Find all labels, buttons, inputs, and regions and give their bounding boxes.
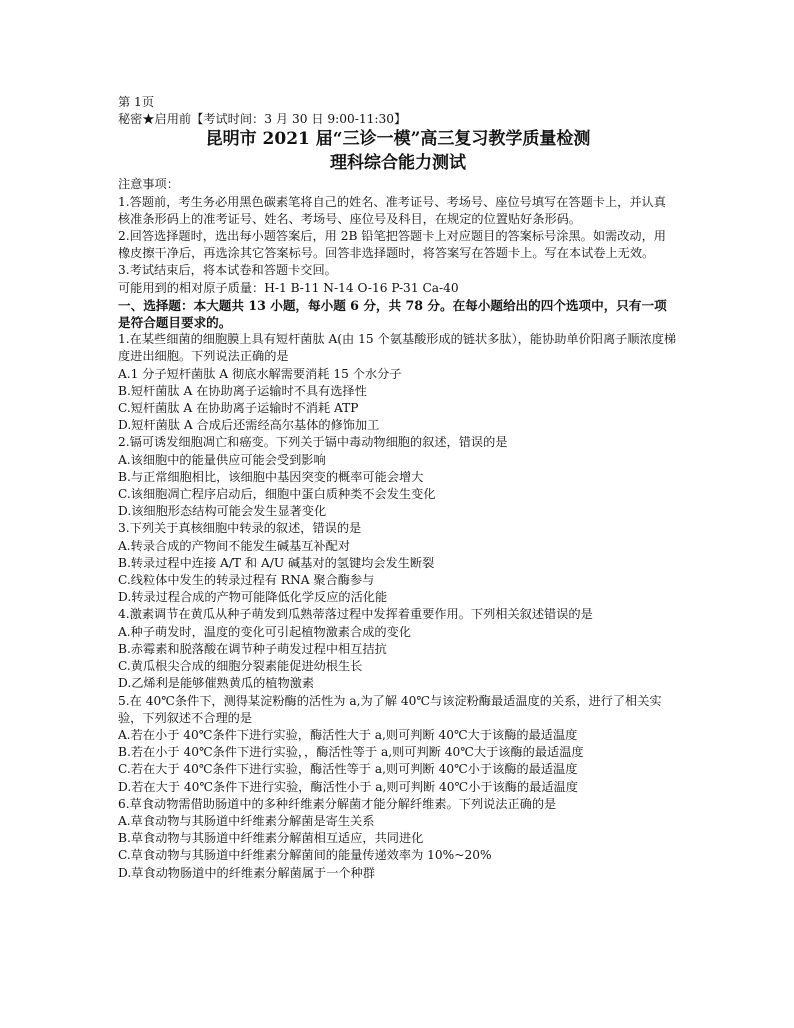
option-b: B.若在小于 40℃条件下进行实验，，酶活性等于 a,则可判断 40℃大于该酶的最适温度 <box>118 745 584 760</box>
question-1 <box>118 331 678 434</box>
question-stem: 5.在 40℃条件下，测得某淀粉酶的活性为 a,为了解 40℃与该淀粉酶最适温度的关系，进行了相关实验，下列叙述不合理的是 <box>118 693 662 725</box>
question-stem: 3.下列关于真核细胞中转录的叙述，错误的是 <box>118 521 362 536</box>
option-c: C.黄瓜根尖合成的细胞分裂素能促进幼根生长 <box>118 659 363 674</box>
section-heading: 一、选择题：本大题共 13 小题，每小题 6 分，共 78 分。在每小题给出的四个选项中，只有一项是符合题目要求的。 <box>118 297 667 331</box>
option-b: B.赤霉素和脱落酸在调节种子萌发过程中相互拮抗 <box>118 641 387 656</box>
option-c: C.该细胞凋亡程序启动后，细胞中蛋白质种类不会发生变化 <box>118 487 436 502</box>
question-4 <box>118 606 678 692</box>
note-item: 3.考试结束后，将本试卷和答题卡交回。 <box>118 263 337 278</box>
notes-heading: 注意事项： <box>118 177 179 192</box>
atomic-masses: 可能用到的相对原子质量：H-1 B-11 N-14 O-16 P-31 Ca-40 <box>118 280 459 295</box>
note-item: 1.答题前，考生务必用黑色碳素笔将自己的姓名、准考证号、考场号、座位号填写在答题卡上，并认真核准条形码上的准考证号、姓名、考场号、座位号及科目，在规定的位置贴好条形码。 <box>118 194 666 226</box>
note-item: 2.回答选择题时，选出每小题答案后，用 2B 铅笔把答题卡上对应题目的答案标号涂黑。如需改动，用橡皮擦干净后，再选涂其它答案标号。回答非选择题时，将答案写在答题卡上。写在本试卷上无效。 <box>118 229 666 261</box>
question-stem: 4.激素调节在黄瓜从种子萌发到瓜熟蒂落过程中发挥着重要作用。下列相关叙述错误的是 <box>118 607 593 622</box>
option-c: C.线粒体中发生的转录过程有 RNA 聚合酶参与 <box>118 573 375 588</box>
page-label: 第 1页 <box>118 95 155 109</box>
option-a: A.草食动物与其肠道中纤维素分解菌是寄生关系 <box>118 813 375 828</box>
option-d: D.乙烯利是能够催熟黄瓜的植物激素 <box>118 676 315 691</box>
option-b: B.与正常细胞相比，该细胞中基因突变的概率可能会增大 <box>118 469 424 484</box>
option-a: A.转录合成的产物间不能发生碱基互补配对 <box>118 538 351 553</box>
option-d: D.若在大于 40℃条件下进行实验，酶活性小于 a,则可判断 40℃小于该酶的最适温度 <box>118 779 578 794</box>
option-a: A.若在小于 40℃条件下进行实验，酶活性大于 a,则可判断 40℃大于该酶的最适温度 <box>118 727 578 742</box>
secret-line: 秘密★启用前【考试时间：3 月 30 日 9:00-11:30】 <box>118 112 407 127</box>
option-d: D.草食动物肠道中的纤维素分解菌属于一个种群 <box>118 865 375 880</box>
question-6 <box>118 796 678 882</box>
option-b: B.短杆菌肽 A 在协助离子运输时不具有选择性 <box>118 383 367 398</box>
option-c: C.草食动物与其肠道中纤维素分解菌间的能量传递效率为 10%~20% <box>118 848 492 863</box>
question-5 <box>118 693 678 796</box>
question-2 <box>118 434 678 520</box>
exam-page <box>118 94 678 882</box>
option-b: B.草食动物与其肠道中纤维素分解菌相互适应，共同进化 <box>118 831 424 846</box>
question-stem: 1.在某些细菌的细胞膜上具有短杆菌肽 A(由 15 个氨基酸形成的链状多肽），能协助单价阳离子顺浓度梯度进出细胞。下列说法正确的是 <box>118 332 677 364</box>
option-c: C.若在大于 40℃条件下进行实验，酶活性等于 a,则可判断 40℃小于该酶的最适温度 <box>118 762 578 777</box>
option-a: A.该细胞中的能量供应可能会受到影响 <box>118 452 326 467</box>
question-stem: 2.镉可诱发细胞凋亡和癌变。下列关于镉中毒动物细胞的叙述，错误的是 <box>118 435 508 450</box>
option-c: C.短杆菌肽 A 在协助离子运输时不消耗 ATP <box>118 401 359 416</box>
option-d: D.转录过程合成的产物可能降低化学反应的活化能 <box>118 590 388 605</box>
question-stem: 6.草食动物需借助肠道中的多种纤维素分解菌才能分解纤维素。下列说法正确的是 <box>118 796 557 811</box>
option-a: A.种子萌发时，温度的变化可引起植物激素合成的变化 <box>118 624 411 639</box>
option-b: B.转录过程中连接 A/T 和 A/U 碱基对的氢键均会发生断裂 <box>118 555 435 570</box>
question-3 <box>118 520 678 606</box>
option-d: D.短杆菌肽 A 合成后还需经高尔基体的修饰加工 <box>118 418 380 433</box>
option-d: D.该细胞形态结构可能会发生显著变化 <box>118 504 327 519</box>
option-a: A.1 分子短杆菌肽 A 彻底水解需要消耗 15 个水分子 <box>118 366 402 381</box>
exam-title: 昆明市 2021 届“三诊一模”高三复习教学质量检测 <box>205 129 591 150</box>
exam-subtitle: 理科综合能力测试 <box>330 153 466 174</box>
